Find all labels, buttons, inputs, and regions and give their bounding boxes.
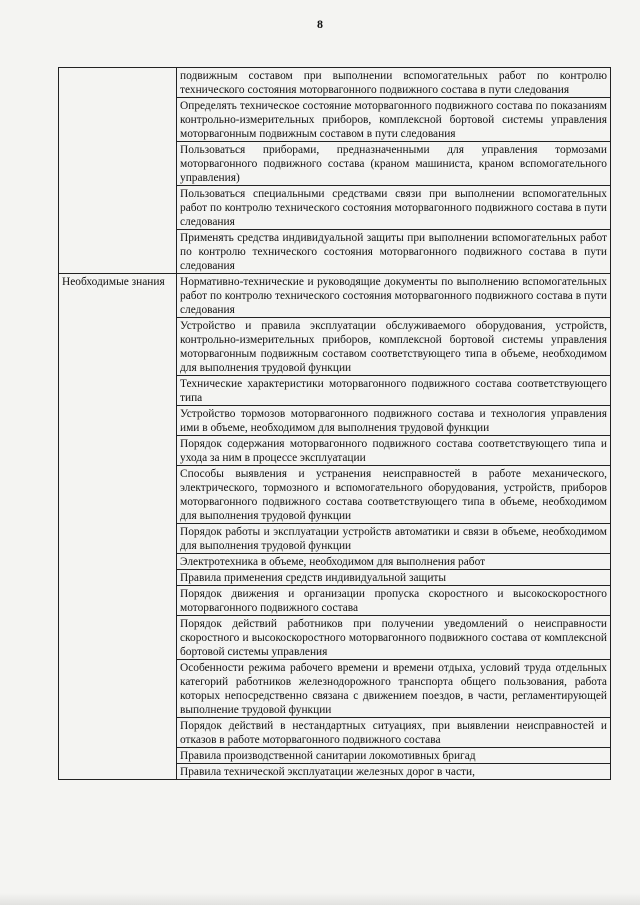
requirement-cell — [177, 406, 611, 436]
requirement-text: Пользоваться приборами, предназначенными для управления тормозами моторвагонного подвижного состава (краном машиниста, краном вспомогательного управления) — [180, 144, 607, 184]
requirement-text: Применять средства индивидуальной защиты при выполнении вспомогательных работ по контролю технического состояния моторвагонного подвижного состава в пути следования — [180, 232, 607, 272]
requirement-text: Порядок движения и организации пропуска скоростного и высокоскоростного моторвагонного подвижного состава — [180, 588, 607, 614]
requirement-text: Пользоваться специальными средствами связи при выполнении вспомогательных работ по контролю технического состояния моторвагонного подвижного состава в пути следования — [180, 188, 607, 228]
requirement-cell — [177, 524, 611, 554]
requirements-table — [58, 67, 611, 780]
table-row — [59, 274, 611, 318]
requirement-cell — [177, 570, 611, 586]
requirement-cell — [177, 764, 611, 780]
requirement-cell — [177, 554, 611, 570]
requirement-text: Устройство тормозов моторвагонного подвижного состава и технология управления ими в объеме, необходимом для выполнения трудовой функции — [180, 408, 607, 434]
requirement-text: Особенности режима рабочего времени и времени отдыха, условий труда отдельных категорий работников железнодорожного транспорта общего пользования, работа которых непосредственно связана с движением поездов, в части, регламентирующей выполнение трудовой функции — [180, 662, 607, 716]
requirement-cell — [177, 98, 611, 142]
row-heading-cell — [59, 274, 177, 780]
requirement-text: подвижным составом при выполнении вспомогательных работ по контролю технического состояния моторвагонного подвижного состава в пути следования — [180, 70, 607, 96]
requirement-cell — [177, 274, 611, 318]
requirement-cell — [177, 376, 611, 406]
requirement-text: Нормативно-технические и руководящие документы по выполнению вспомогательных работ по контролю технического состояния моторвагонного подвижного состава в пути следования — [180, 276, 607, 316]
row-heading-cell — [59, 68, 177, 274]
requirement-cell — [177, 142, 611, 186]
requirement-text: Электротехника в объеме, необходимом для выполнения работ — [180, 556, 486, 568]
section-label: Необходимые знания — [62, 276, 165, 288]
requirement-text: Порядок содержания моторвагонного подвижного состава соответствующего типа и ухода за ним в процессе эксплуатации — [180, 438, 607, 464]
requirement-cell — [177, 718, 611, 748]
requirement-cell — [177, 660, 611, 718]
requirement-cell — [177, 586, 611, 616]
requirement-text: Порядок действий работников при получении уведомлений о неисправности скоростного и высокоскоростного моторвагонного подвижного состава от комплексной бортовой системы управления — [180, 618, 607, 658]
table-row — [59, 68, 611, 98]
requirement-text: Порядок действий в нестандартных ситуациях, при выявлении неисправностей и отказов в работе моторвагонного подвижного состава — [180, 720, 607, 746]
scan-edge — [0, 893, 640, 905]
requirement-text: Правила технической эксплуатации железных дорог в части, — [180, 766, 475, 778]
requirement-cell — [177, 436, 611, 466]
requirement-text: Способы выявления и устранения неисправностей в работе механического, электрического, тормозного и вспомогательного оборудования, устройств, приборов моторвагонного подвижного состава соответствующего типа в объеме, необходимом для выполнения трудовой функции — [180, 468, 607, 522]
requirement-text: Правила применения средств индивидуальной защиты — [180, 572, 447, 584]
requirement-cell — [177, 616, 611, 660]
page-number: 8 — [317, 17, 323, 31]
requirement-text: Определять техническое состояние моторвагонного подвижного состава по показаниям контрольно-измерительных приборов, комплексной бортовой системы управления моторвагонным подвижным составом в пути следования — [180, 100, 607, 140]
requirement-cell — [177, 318, 611, 376]
requirement-text: Технические характеристики моторвагонного подвижного состава соответствующего типа — [180, 378, 607, 404]
requirement-text: Правила производственной санитарии локомотивных бригад — [180, 750, 476, 762]
requirement-text: Устройство и правила эксплуатации обслуживаемого оборудования, устройств, контрольно-измерительных приборов, комплексной бортовой системы управления моторвагонным подвижным составом соответствующего типа в объеме, необходимом для выполнения трудовой функции — [180, 320, 607, 374]
requirement-cell — [177, 230, 611, 274]
requirement-cell — [177, 466, 611, 524]
requirement-cell — [177, 186, 611, 230]
requirement-text: Порядок работы и эксплуатации устройств автоматики и связи в объеме, необходимом для выполнения трудовой функции — [180, 526, 607, 552]
requirement-cell — [177, 68, 611, 98]
requirement-cell — [177, 748, 611, 764]
